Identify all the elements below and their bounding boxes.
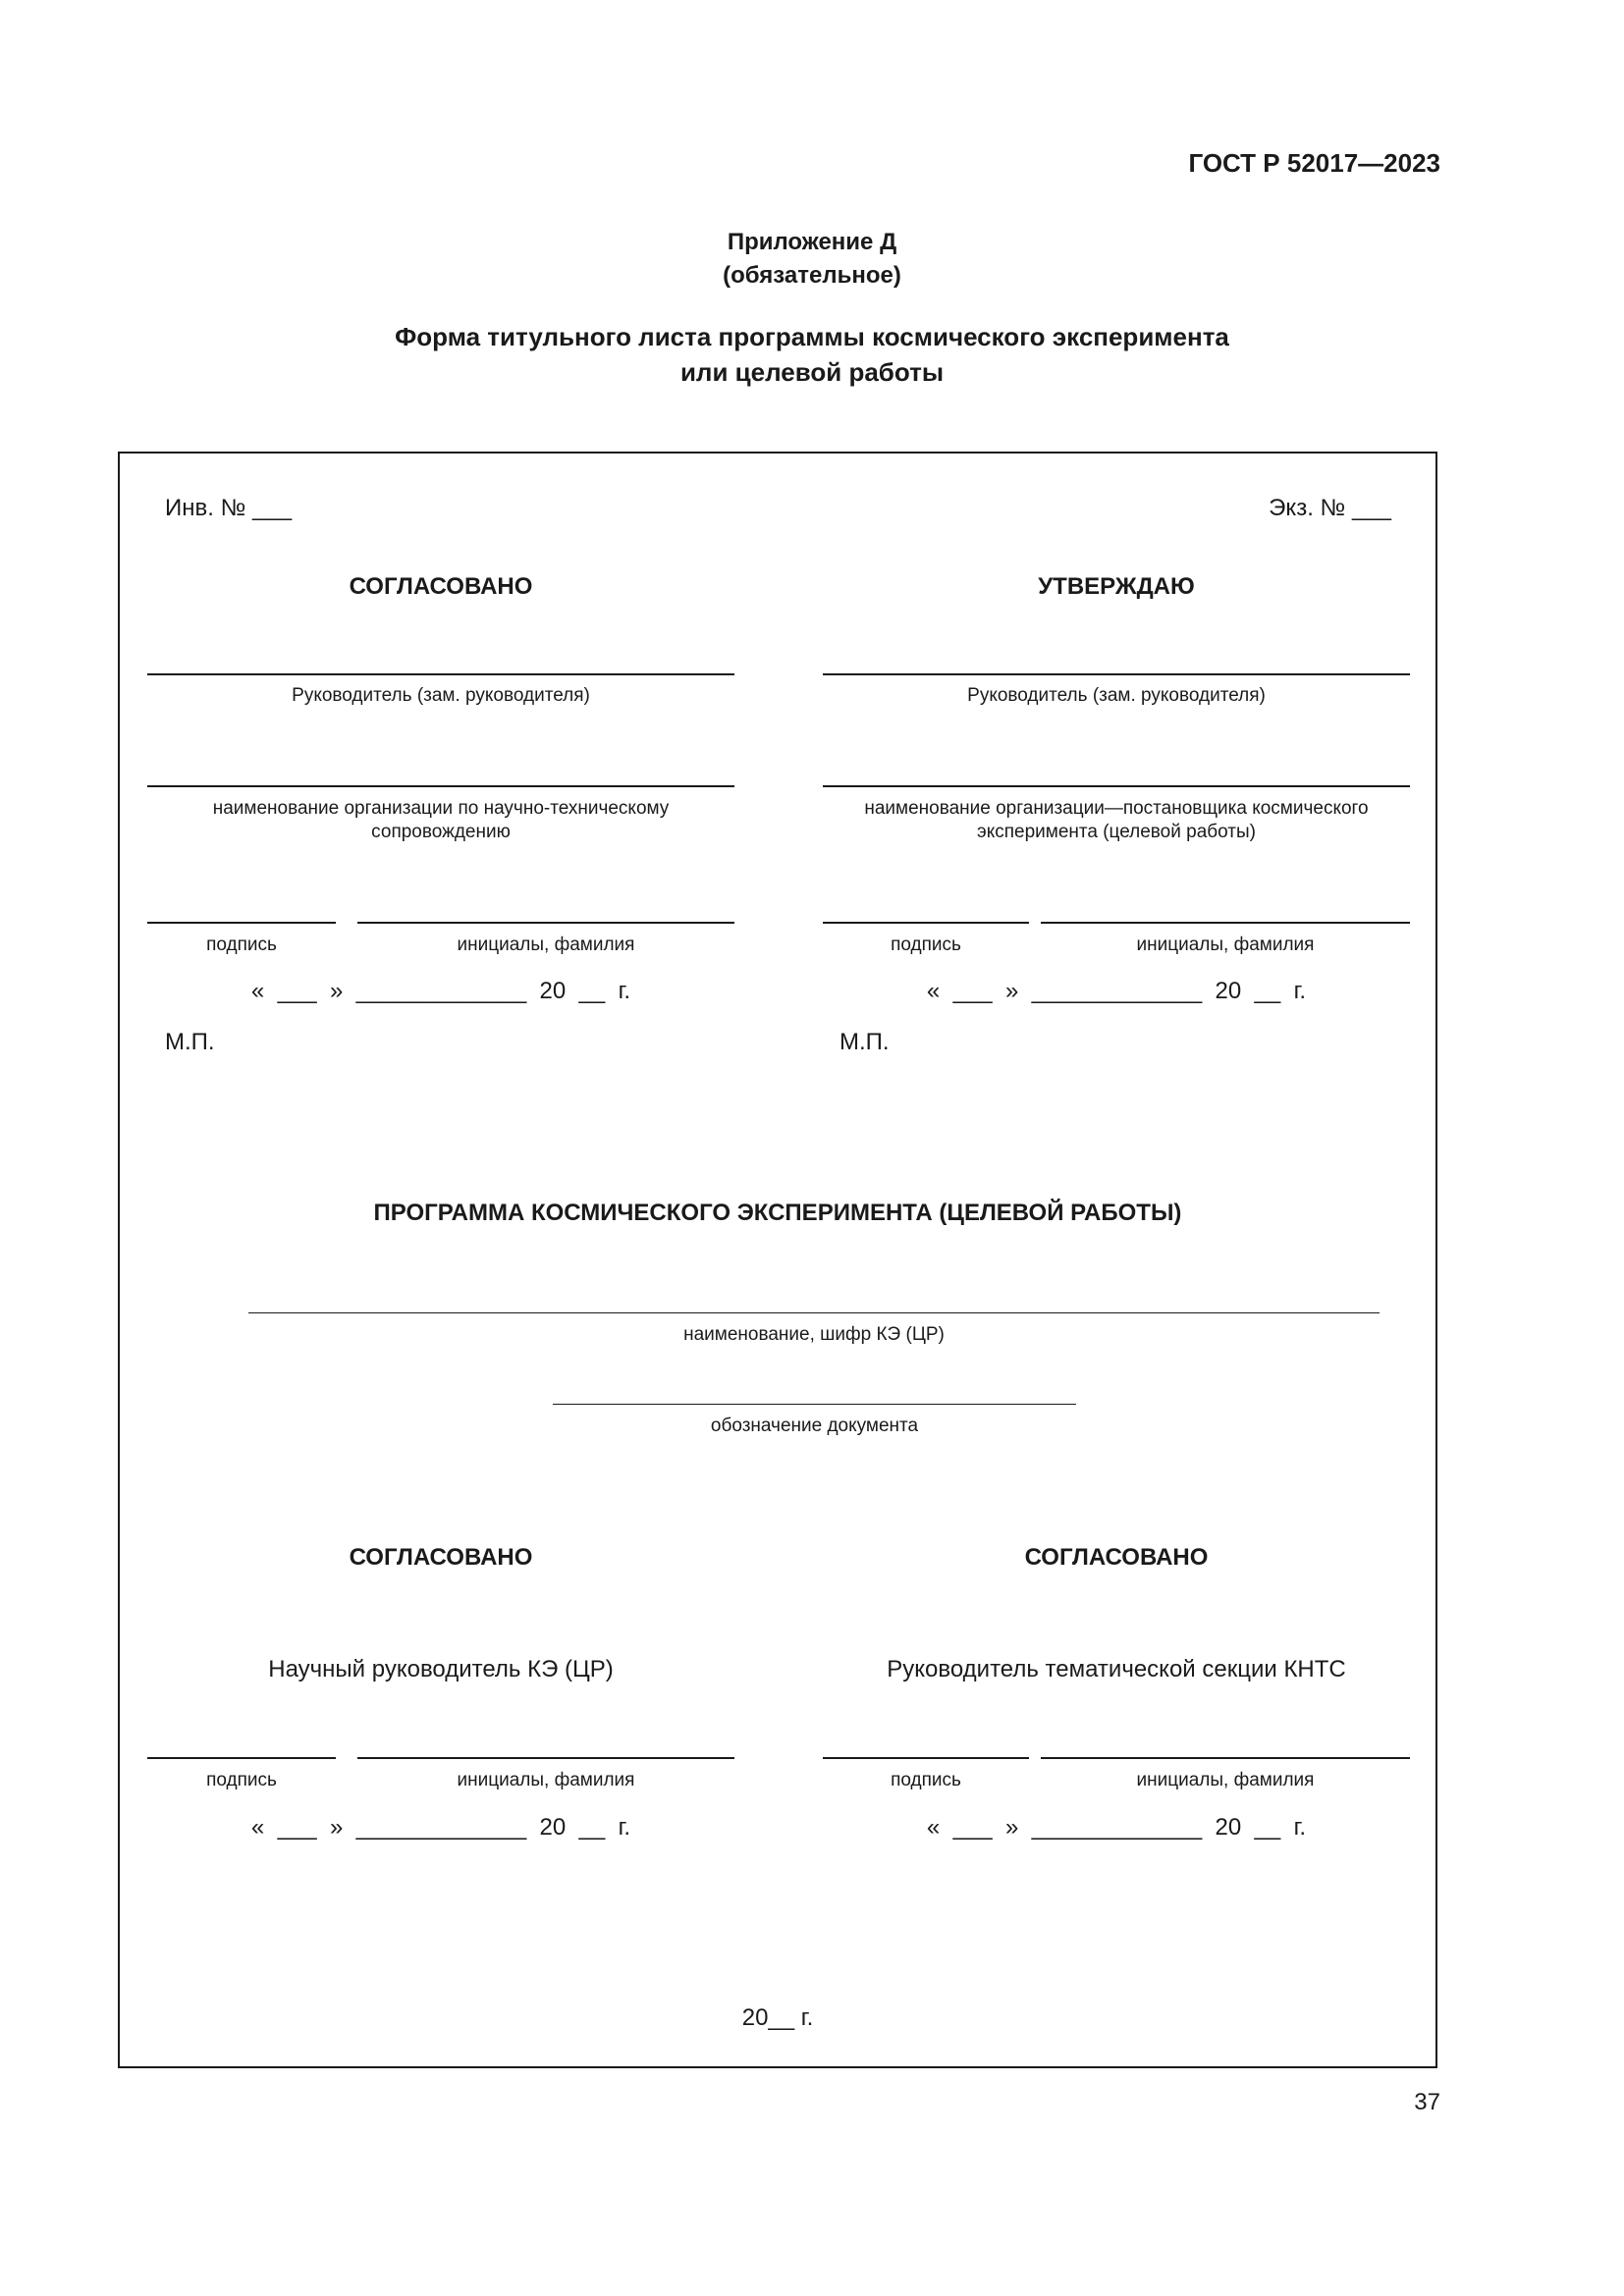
left-role-line [147,673,734,675]
left-approval-heading: СОГЛАСОВАНО [349,573,533,600]
page-title-line-1: Форма титульного листа программы космического эксперимента [395,322,1229,351]
bottom-right-date: « ___ » _____________ 20 __ г. [926,1814,1307,1841]
program-title: ПРОГРАММА КОСМИЧЕСКОГО ЭКСПЕРИМЕНТА (ЦЕЛЕВОЙ РАБОТЫ) [373,1200,1182,1226]
right-stamp-place: М.П. [839,1029,890,1055]
right-org-line [823,785,1410,787]
right-signature-line [823,922,1029,924]
left-signature-line [147,922,336,924]
left-org-caption-1: наименование организации по научно-техническому [212,798,670,819]
bottom-right-signature-line [823,1757,1029,1759]
left-org-caption-2: сопровождению [371,822,511,842]
bottom-left-name-line [357,1757,734,1759]
standard-designation: ГОСТ Р 52017—2023 [1188,148,1440,178]
left-signature-caption: подпись [206,934,277,955]
designation-line [553,1404,1076,1405]
section-head-role: Руководитель тематической секции КНТС [887,1656,1346,1682]
right-approve-heading: УТВЕРЖДАЮ [1038,573,1195,600]
left-stamp-place: М.П. [165,1029,215,1055]
page-number: 37 [1414,2089,1440,2115]
inventory-number: Инв. № ___ [165,495,293,521]
bottom-left-date: « ___ » _____________ 20 __ г. [250,1814,631,1841]
program-name-line [248,1312,1380,1313]
left-org-line [147,785,734,787]
bottom-left-signature-caption: подпись [206,1770,277,1790]
bottom-left-name-caption: инициалы, фамилия [457,1770,635,1790]
right-role-line [823,673,1410,675]
right-role-caption: Руководитель (зам. руководителя) [967,685,1266,706]
right-name-line [1041,922,1410,924]
right-name-caption: инициалы, фамилия [1136,934,1315,955]
appendix-status: (обязательное) [723,262,901,289]
scientific-supervisor-role: Научный руководитель КЭ (ЦР) [268,1656,614,1682]
bottom-left-approval-heading: СОГЛАСОВАНО [349,1544,533,1571]
bottom-right-signature-caption: подпись [891,1770,961,1790]
bottom-right-name-caption: инициалы, фамилия [1136,1770,1315,1790]
right-org-caption-1: наименование организации—постановщика космического [864,798,1369,819]
bottom-left-signature-line [147,1757,336,1759]
right-signature-caption: подпись [891,934,961,955]
left-name-line [357,922,734,924]
bottom-right-name-line [1041,1757,1410,1759]
copy-number: Экз. № ___ [1269,495,1391,521]
program-name-caption: наименование, шифр КЭ (ЦР) [683,1324,945,1345]
right-approve-date: « ___ » _____________ 20 __ г. [926,978,1307,1004]
designation-caption: обозначение документа [710,1415,919,1436]
page-title-line-2: или целевой работы [679,357,945,387]
left-approval-date: « ___ » _____________ 20 __ г. [250,978,631,1004]
appendix-label: Приложение Д [727,229,897,255]
left-role-caption: Руководитель (зам. руководителя) [292,685,590,706]
right-org-caption-2: эксперимента (целевой работы) [977,822,1256,842]
left-name-caption: инициалы, фамилия [457,934,635,955]
bottom-right-approval-heading: СОГЛАСОВАНО [1024,1544,1209,1571]
document-year: 20__ г. [741,2004,814,2031]
